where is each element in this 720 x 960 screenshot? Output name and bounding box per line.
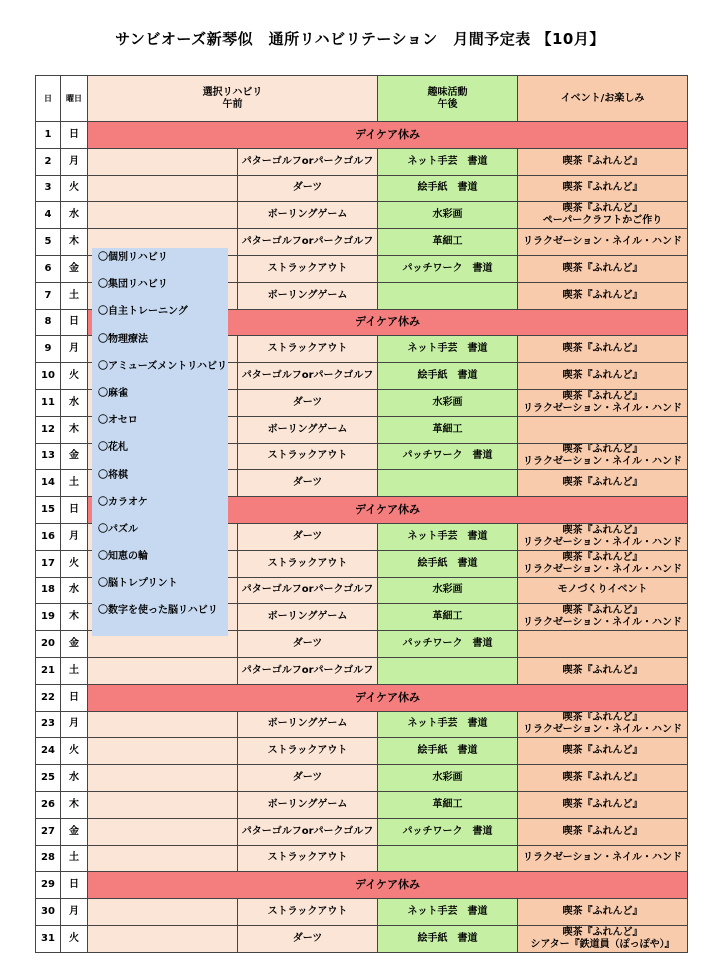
event-cell [518, 523, 688, 550]
event-line-1: 喫茶『ふれんど』 [562, 477, 643, 489]
dow-cell: 木 [61, 791, 88, 818]
dow-cell: 火 [61, 175, 88, 202]
day-cell: 4 [36, 202, 61, 229]
rest-cell: デイケア休み [88, 872, 688, 899]
pm-activity-cell: パッチワーク 書道 [378, 818, 518, 845]
pm-activity-cell: 水彩画 [378, 389, 518, 416]
dow-cell: 火 [61, 925, 88, 952]
pm-activity-cell [378, 470, 518, 497]
event-line-1: 喫茶『ふれんど』 [562, 926, 643, 938]
pm-activity-cell: 絵手紙 書道 [378, 550, 518, 577]
event-line-1: 喫茶『ふれんど』 [562, 772, 643, 784]
menu-item: 〇自主トレーニング [98, 306, 188, 318]
header-pm-line1: 趣味活動 [427, 86, 468, 98]
menu-item: 〇麻雀 [98, 387, 128, 399]
day-cell: 13 [36, 443, 61, 470]
page-title: サンビオーズ新琴似 通所リハビリテーション 月間予定表 【10月】 [115, 30, 605, 48]
event-line-2: シアター『鉄道員（ぽっぽや）』 [530, 938, 675, 950]
event-line-1: 喫茶『ふれんど』 [562, 203, 643, 215]
event-line-1: 喫茶『ふれんど』 [562, 289, 643, 301]
rest-row [36, 122, 688, 149]
am-activity-cell: ダーツ [238, 925, 378, 952]
event-line-1: 喫茶『ふれんど』 [562, 605, 643, 617]
dow-cell: 水 [61, 765, 88, 792]
am-activity-cell: パターゴルフorパークゴルフ [238, 577, 378, 604]
dow-cell: 木 [61, 604, 88, 631]
header-am-line1: 選択リハビリ [202, 86, 263, 98]
day-cell: 30 [36, 899, 61, 926]
day-cell: 28 [36, 845, 61, 872]
pm-activity-cell: ネット手芸 書道 [378, 523, 518, 550]
dow-cell: 金 [61, 255, 88, 282]
event-cell [518, 363, 688, 390]
schedule-row [36, 845, 688, 872]
dow-cell: 金 [61, 631, 88, 658]
day-cell: 8 [36, 309, 61, 336]
day-cell: 9 [36, 336, 61, 363]
header-row [36, 76, 688, 122]
event-cell [518, 443, 688, 470]
pm-activity-cell: 絵手紙 書道 [378, 925, 518, 952]
rest-row [36, 872, 688, 899]
am-activity-cell: ストラックアウト [238, 738, 378, 765]
schedule-row [36, 711, 688, 738]
menu-item: 〇パズル [98, 523, 138, 535]
event-cell [518, 470, 688, 497]
event-line-2: リラクゼーション・ネイル・ハンド [523, 563, 683, 575]
event-line-1: リラクゼーション・ネイル・ハンド [523, 236, 683, 248]
menu-item: 〇花札 [98, 442, 128, 454]
day-cell: 3 [36, 175, 61, 202]
dow-cell: 日 [61, 497, 88, 524]
pm-activity-cell: パッチワーク 書道 [378, 443, 518, 470]
event-cell [518, 416, 688, 443]
am-activity-cell: ボーリングゲーム [238, 282, 378, 309]
menu-item: 〇オセロ [98, 415, 138, 427]
am-activity-cell: ストラックアウト [238, 899, 378, 926]
dow-cell: 火 [61, 738, 88, 765]
dow-cell: 日 [61, 122, 88, 149]
dow-cell: 月 [61, 523, 88, 550]
rest-row [36, 684, 688, 711]
event-line-2: リラクゼーション・ネイル・ハンド [523, 402, 683, 414]
event-cell [518, 229, 688, 256]
event-cell [518, 631, 688, 658]
am-activity-cell: ボーリングゲーム [238, 791, 378, 818]
dow-cell: 木 [61, 416, 88, 443]
menu-area-cell [88, 791, 238, 818]
pm-activity-cell: 絵手紙 書道 [378, 738, 518, 765]
am-activity-cell: パターゴルフorパークゴルフ [238, 148, 378, 175]
event-line-1: 喫茶『ふれんど』 [562, 906, 643, 917]
pm-activity-cell: ネット手芸 書道 [378, 899, 518, 926]
am-activity-cell: ダーツ [238, 631, 378, 658]
menu-area-cell [88, 818, 238, 845]
pm-activity-cell [378, 282, 518, 309]
event-cell [518, 711, 688, 738]
dow-cell: 水 [61, 389, 88, 416]
event-line-1: 喫茶『ふれんど』 [562, 155, 643, 167]
event-line-1: 喫茶『ふれんど』 [562, 390, 643, 402]
menu-area-cell [88, 202, 238, 229]
am-activity-cell: ボーリングゲーム [238, 711, 378, 738]
am-activity-cell: ダーツ [238, 470, 378, 497]
event-cell [518, 765, 688, 792]
event-line-1: 喫茶『ふれんど』 [562, 664, 643, 676]
rest-cell: デイケア休み [88, 684, 688, 711]
event-cell [518, 657, 688, 684]
event-line-1: 喫茶『ふれんど』 [562, 343, 643, 355]
day-cell: 14 [36, 470, 61, 497]
menu-area-cell [88, 711, 238, 738]
schedule-row [36, 925, 688, 952]
event-line-2: リラクゼーション・ネイル・ハンド [523, 724, 683, 736]
event-cell [518, 148, 688, 175]
day-cell: 1 [36, 122, 61, 149]
am-activity-cell: ストラックアウト [238, 336, 378, 363]
pm-activity-cell: ネット手芸 書道 [378, 336, 518, 363]
day-cell: 25 [36, 765, 61, 792]
pm-activity-cell: 水彩画 [378, 577, 518, 604]
schedule-row [36, 818, 688, 845]
event-line-1: 喫茶『ふれんど』 [562, 551, 643, 563]
header-event: イベント/お楽しみ [518, 76, 688, 122]
pm-activity-cell: ネット手芸 書道 [378, 711, 518, 738]
dow-cell: 日 [61, 309, 88, 336]
event-cell [518, 202, 688, 229]
event-line-1: 喫茶『ふれんど』 [562, 444, 643, 456]
day-cell: 11 [36, 389, 61, 416]
header-am [88, 76, 378, 122]
event-cell [518, 336, 688, 363]
day-cell: 6 [36, 255, 61, 282]
pm-activity-cell: パッチワーク 書道 [378, 255, 518, 282]
day-cell: 22 [36, 684, 61, 711]
menu-item: 〇将棋 [98, 469, 128, 481]
dow-cell: 月 [61, 899, 88, 926]
event-line-1: 喫茶『ふれんど』 [562, 370, 643, 382]
event-line-1: 喫茶『ふれんど』 [562, 798, 643, 810]
day-cell: 2 [36, 148, 61, 175]
dow-cell: 水 [61, 202, 88, 229]
dow-cell: 水 [61, 577, 88, 604]
dow-cell: 金 [61, 818, 88, 845]
pm-activity-cell: 革細工 [378, 416, 518, 443]
schedule-row [36, 202, 688, 229]
am-activity-cell: ダーツ [238, 389, 378, 416]
menu-item: 〇集団リハビリ [98, 279, 168, 291]
pm-activity-cell: 革細工 [378, 604, 518, 631]
menu-item: 〇アミューズメントリハビリ [98, 360, 227, 372]
menu-item: 〇個別リハビリ [98, 252, 168, 263]
pm-activity-cell: 水彩画 [378, 202, 518, 229]
event-cell [518, 925, 688, 952]
pm-activity-cell: ネット手芸 書道 [378, 148, 518, 175]
pm-activity-cell: 絵手紙 書道 [378, 363, 518, 390]
event-line-2: リラクゼーション・ネイル・ハンド [523, 456, 683, 468]
day-cell: 27 [36, 818, 61, 845]
event-cell [518, 577, 688, 604]
event-line-1: モノづくりイベント [557, 584, 648, 596]
rehab-menu-list [92, 248, 228, 636]
am-activity-cell: パターゴルフorパークゴルフ [238, 229, 378, 256]
schedule-row [36, 791, 688, 818]
pm-activity-cell: 水彩画 [378, 765, 518, 792]
am-activity-cell: パターゴルフorパークゴルフ [238, 363, 378, 390]
am-activity-cell: ストラックアウト [238, 443, 378, 470]
schedule-row [36, 657, 688, 684]
event-cell [518, 899, 688, 926]
event-cell [518, 389, 688, 416]
dow-cell: 月 [61, 711, 88, 738]
pm-activity-cell: 革細工 [378, 791, 518, 818]
am-activity-cell: ストラックアウト [238, 845, 378, 872]
header-pm-line2: 午後 [437, 98, 458, 110]
event-line-1: 喫茶『ふれんど』 [562, 182, 643, 194]
am-activity-cell: ダーツ [238, 765, 378, 792]
menu-area-cell [88, 845, 238, 872]
am-activity-cell: ボーリングゲーム [238, 604, 378, 631]
schedule-row [36, 148, 688, 175]
day-cell: 15 [36, 497, 61, 524]
dow-cell: 月 [61, 336, 88, 363]
menu-area-cell [88, 925, 238, 952]
dow-cell: 火 [61, 550, 88, 577]
menu-item: 〇物理療法 [98, 333, 148, 345]
event-cell [518, 255, 688, 282]
day-cell: 21 [36, 657, 61, 684]
day-cell: 19 [36, 604, 61, 631]
pm-activity-cell [378, 657, 518, 684]
rest-cell: デイケア休み [88, 309, 688, 336]
am-activity-cell: パターゴルフorパークゴルフ [238, 657, 378, 684]
day-cell: 20 [36, 631, 61, 658]
event-cell [518, 550, 688, 577]
am-activity-cell: ダーツ [238, 175, 378, 202]
menu-item: 〇知恵の輪 [98, 551, 148, 563]
dow-cell: 土 [61, 657, 88, 684]
day-cell: 7 [36, 282, 61, 309]
pm-activity-cell: 絵手紙 書道 [378, 175, 518, 202]
am-activity-cell: ストラックアウト [238, 550, 378, 577]
pm-activity-cell [378, 845, 518, 872]
day-cell: 18 [36, 577, 61, 604]
event-line-1: 喫茶『ふれんど』 [562, 745, 643, 757]
event-line-1: 喫茶『ふれんど』 [562, 712, 643, 724]
schedule-row [36, 765, 688, 792]
event-line-1: 喫茶『ふれんど』 [562, 825, 643, 837]
event-line-2: リラクゼーション・ネイル・ハンド [523, 536, 683, 548]
menu-area-cell [88, 657, 238, 684]
am-activity-cell: ストラックアウト [238, 255, 378, 282]
day-cell: 31 [36, 925, 61, 952]
am-activity-cell: ボーリングゲーム [238, 202, 378, 229]
dow-cell: 土 [61, 470, 88, 497]
day-cell: 12 [36, 416, 61, 443]
day-cell: 29 [36, 872, 61, 899]
dow-cell: 火 [61, 363, 88, 390]
event-line-1: 喫茶『ふれんど』 [562, 262, 643, 274]
day-cell: 10 [36, 363, 61, 390]
event-cell [518, 175, 688, 202]
menu-area-cell [88, 765, 238, 792]
header-am-line2: 午前 [222, 98, 243, 110]
day-cell: 23 [36, 711, 61, 738]
event-cell [518, 738, 688, 765]
dow-cell: 土 [61, 845, 88, 872]
dow-cell: 月 [61, 148, 88, 175]
dow-cell: 日 [61, 872, 88, 899]
day-cell: 17 [36, 550, 61, 577]
schedule-row [36, 175, 688, 202]
am-activity-cell: パターゴルフorパークゴルフ [238, 818, 378, 845]
dow-cell: 木 [61, 229, 88, 256]
rest-cell: デイケア休み [88, 497, 688, 524]
day-cell: 16 [36, 523, 61, 550]
pm-activity-cell: 革細工 [378, 229, 518, 256]
menu-item: 〇脳トレプリント [98, 578, 178, 590]
menu-item: 〇カラオケ [98, 496, 148, 508]
menu-area-cell [88, 899, 238, 926]
event-cell [518, 791, 688, 818]
header-dow: 曜日 [61, 76, 88, 122]
menu-area-cell [88, 175, 238, 202]
menu-area-cell [88, 148, 238, 175]
schedule-row [36, 899, 688, 926]
menu-area-cell [88, 738, 238, 765]
dow-cell: 日 [61, 684, 88, 711]
pm-activity-cell: パッチワーク 書道 [378, 631, 518, 658]
am-activity-cell: ダーツ [238, 523, 378, 550]
event-line-2: リラクゼーション・ネイル・ハンド [523, 617, 683, 629]
day-cell: 26 [36, 791, 61, 818]
header-pm [378, 76, 518, 122]
header-day: 日 [36, 76, 61, 122]
dow-cell: 金 [61, 443, 88, 470]
day-cell: 24 [36, 738, 61, 765]
event-line-2: ペーパークラフトかご作り [542, 215, 663, 227]
rest-cell: デイケア休み [88, 122, 688, 149]
event-line-1: 喫茶『ふれんど』 [562, 524, 643, 536]
event-cell [518, 845, 688, 872]
day-cell: 5 [36, 229, 61, 256]
event-cell [518, 604, 688, 631]
event-cell [518, 282, 688, 309]
menu-item: 〇数字を使った脳リハビリ [98, 605, 218, 617]
dow-cell: 土 [61, 282, 88, 309]
event-line-1: リラクゼーション・ネイル・ハンド [523, 852, 683, 864]
event-cell [518, 818, 688, 845]
schedule-row [36, 738, 688, 765]
am-activity-cell: ボーリングゲーム [238, 416, 378, 443]
